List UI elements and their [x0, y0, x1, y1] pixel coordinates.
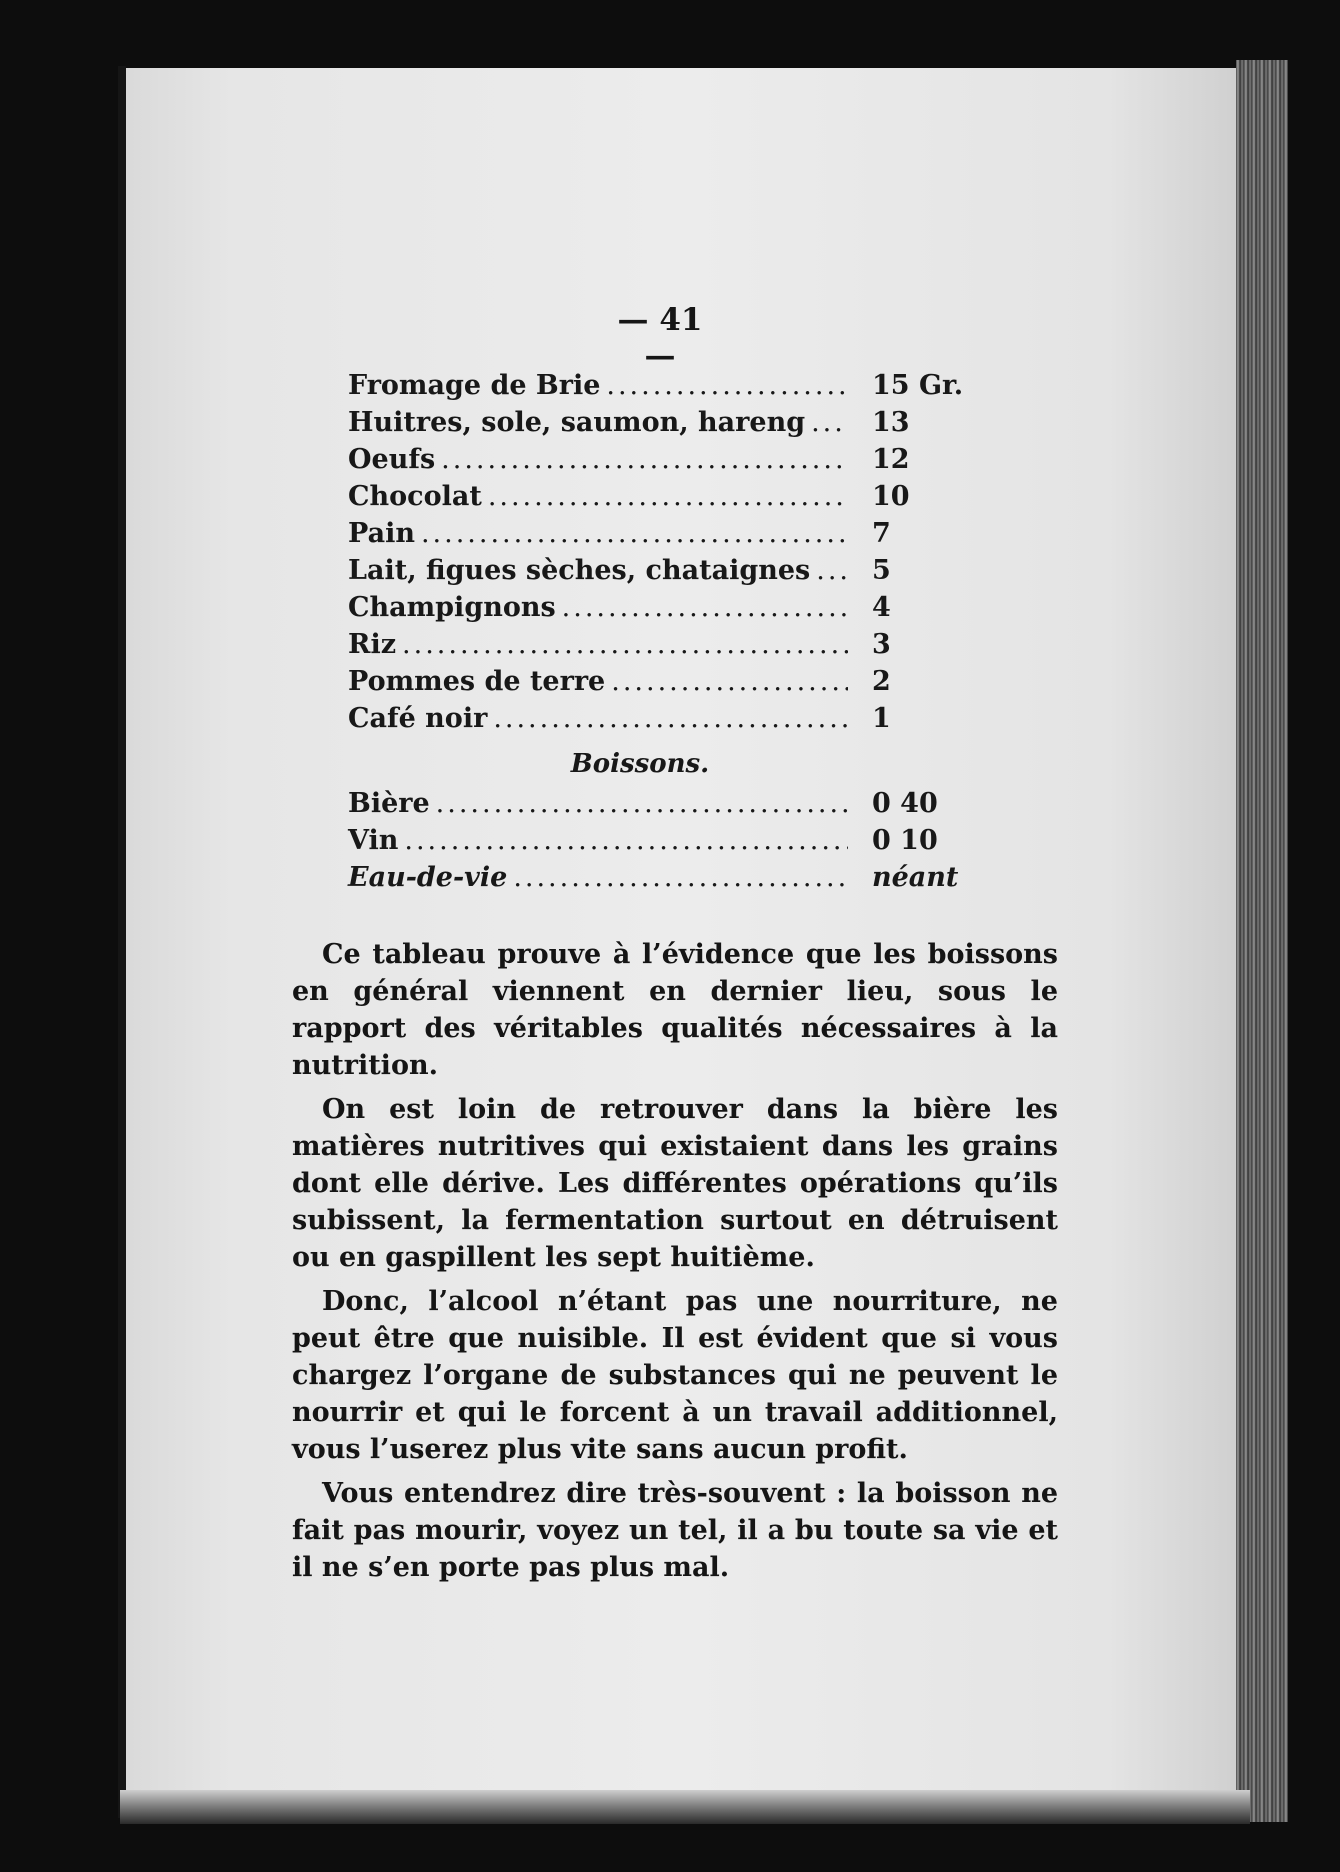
table-row [348, 788, 982, 825]
table-row [348, 862, 982, 899]
row-name: Café noir [348, 703, 488, 734]
table-row [348, 370, 982, 407]
row-name: Bière [348, 788, 430, 819]
leader-dots [562, 592, 848, 623]
row-value: néant [872, 862, 959, 893]
row-name: Eau-de-vie [348, 862, 508, 893]
paragraph: Ce tableau prouve à l’évidence que les boissons en général viennent en dernier lieu, sous le rapport des véritables qualités nécessaires à la nutrition. [292, 939, 1058, 1081]
table-row [348, 555, 982, 592]
table-row [348, 592, 982, 629]
leader-dots [493, 703, 848, 734]
row-name: Huitres, sole, saumon, hareng [348, 407, 806, 438]
book-gutter [118, 66, 126, 1818]
row-value: 0 40 [872, 788, 938, 819]
table-row [348, 825, 982, 862]
row-value: 10 [872, 481, 910, 512]
row-value: 5 [872, 555, 891, 586]
table-row [348, 703, 982, 740]
row-value: 12 [872, 444, 910, 475]
row-value: 2 [872, 666, 891, 697]
row-value: 1 [872, 703, 891, 734]
row-name: Lait, figues sèches, chataignes [348, 555, 811, 586]
leader-dots [816, 555, 848, 586]
row-name: Riz [348, 629, 397, 660]
leader-dots [606, 370, 848, 401]
page-bottom-edge [120, 1790, 1250, 1824]
body-text [292, 936, 1058, 1593]
section-subheading: Boissons. [570, 749, 710, 779]
paragraph: Vous entendrez dire très-souvent : la boisson ne fait pas mourir, voyez un tel, il a bu toute sa vie et il ne s’en porte pas plus mal. [292, 1478, 1058, 1583]
leader-dots [421, 518, 848, 549]
page-number: — 41 — [617, 302, 703, 374]
row-value: 7 [872, 518, 891, 549]
paragraph: Donc, l’alcool n’étant pas une nourriture, ne peut être que nuisible. Il est évident que si vous chargez l’organe de substances qui ne peuvent le nourrir et qui le forcent à un travail additionnel, vous l’userez plus vite sans aucun profit. [292, 1286, 1058, 1465]
page-stack-edge [1236, 60, 1288, 1822]
row-value: 4 [872, 592, 891, 623]
leader-dots [436, 788, 848, 819]
row-name: Oeufs [348, 444, 436, 475]
leader-dots [441, 444, 848, 475]
leader-dots [513, 862, 848, 893]
row-value: 13 [872, 407, 910, 438]
row-name: Vin [348, 825, 399, 856]
leader-dots [402, 629, 848, 660]
row-value: 0 10 [872, 825, 938, 856]
leader-dots [611, 666, 848, 697]
row-name: Champignons [348, 592, 556, 623]
nutrition-table [348, 370, 982, 899]
row-value: 3 [872, 629, 891, 660]
paragraph: On est loin de retrouver dans la bière les matières nutritives qui existaient dans les grains dont elle dérive. Les différentes opérations qu’ils subissent, la fermentation surtout en détruisent ou en gaspillent les sept huitième. [292, 1094, 1058, 1273]
leader-dots [488, 481, 848, 512]
row-name: Pommes de terre [348, 666, 606, 697]
table-row [348, 407, 982, 444]
table-row [348, 518, 982, 555]
row-name: Pain [348, 518, 415, 549]
row-name: Fromage de Brie [348, 370, 601, 401]
table-row [348, 481, 982, 518]
table-row [348, 444, 982, 481]
leader-dots [811, 407, 848, 438]
table-row [348, 666, 982, 703]
table-row [348, 629, 982, 666]
row-name: Chocolat [348, 481, 482, 512]
row-value: 15 Gr. [872, 370, 964, 401]
leader-dots [404, 825, 848, 856]
